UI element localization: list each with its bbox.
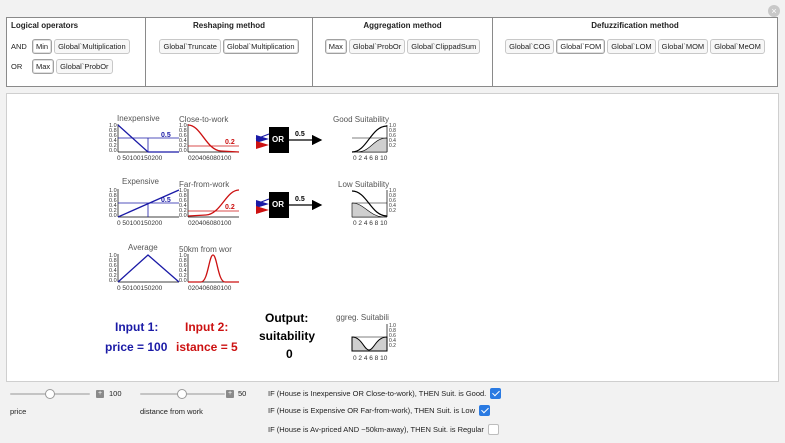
svg-text:1.0: 1.0 (109, 188, 117, 194)
svg-text:1.0: 1.0 (179, 188, 187, 194)
defuzz-meom-button[interactable]: Global`MeOM (710, 39, 765, 54)
svg-text:1.0: 1.0 (109, 253, 117, 259)
distance-slider[interactable] (140, 389, 225, 399)
output-title: Output: (265, 311, 309, 325)
distance-value: 50 (238, 389, 247, 398)
inexpensive-value: 0.5 (161, 132, 171, 139)
reshaping-truncate-button[interactable]: Global`Truncate (159, 39, 221, 54)
and-label: AND (11, 42, 27, 51)
svg-text:0.6: 0.6 (179, 198, 187, 204)
svg-text:0.6: 0.6 (389, 333, 396, 339)
input2-value: istance = 5 (176, 340, 238, 354)
svg-text:0.0: 0.0 (109, 148, 117, 154)
svg-text:0.8: 0.8 (389, 328, 396, 334)
svg-text:0.4: 0.4 (179, 138, 187, 144)
svg-text:0.4: 0.4 (109, 203, 117, 209)
input2-title: Input 2: (185, 320, 229, 334)
svg-text:1.0: 1.0 (179, 123, 187, 129)
or-row (11, 59, 141, 74)
svg-text:0.8: 0.8 (179, 128, 187, 134)
fifty-km-title: 50km from wor (179, 245, 232, 254)
close-to-work-ticks: 020406080100 (188, 155, 232, 162)
svg-text:0.2: 0.2 (389, 343, 396, 349)
expensive-value: 0.5 (161, 197, 171, 204)
svg-text:0.2: 0.2 (109, 273, 117, 279)
price-expand-icon[interactable]: + (97, 390, 103, 397)
close-to-work-value: 0.2 (225, 139, 235, 146)
low-suitability-title: Low Suitability (338, 180, 390, 189)
inexpensive-title: Inexpensive (117, 114, 160, 123)
defuzz-lom-button[interactable]: Global`LOM (607, 39, 655, 54)
rule-1-text: IF (House is Inexpensive OR Close-to-work), THEN Suit. is Good. (268, 389, 487, 398)
svg-text:0.0: 0.0 (179, 278, 187, 284)
good-suitability-ticks: 0 2 4 6 8 10 (353, 155, 388, 162)
price-label: price (10, 407, 27, 416)
svg-text:0.8: 0.8 (389, 193, 396, 199)
svg-text:1.0: 1.0 (389, 323, 396, 329)
or-probor-button[interactable]: Global`ProbOr (56, 59, 112, 74)
rule-2 (268, 405, 490, 416)
logical-operators-group (7, 18, 146, 86)
svg-text:0.6: 0.6 (389, 198, 396, 204)
low-suitability-ticks: 0 2 4 6 8 10 (353, 220, 388, 227)
svg-text:0.4: 0.4 (389, 138, 396, 144)
rule-1-checkbox[interactable] (490, 388, 501, 399)
close-to-work-chart (179, 123, 239, 162)
svg-text:1.0: 1.0 (179, 253, 187, 259)
defuzzification-method-title: Defuzzification method (591, 21, 679, 30)
input1-title: Input 1: (115, 320, 159, 334)
inexpensive-chart (109, 123, 179, 162)
good-suitability-chart (352, 123, 396, 162)
and-multiplication-button[interactable]: Global`Multiplication (54, 39, 130, 54)
logical-operators-title: Logical operators (11, 21, 79, 30)
price-slider[interactable] (10, 389, 90, 399)
svg-text:0.0: 0.0 (179, 213, 187, 219)
fuzzy-inference-panel (6, 93, 779, 382)
or-operator-1 (256, 127, 321, 153)
reshaping-multiplication-button[interactable]: Global`Multiplication (223, 39, 299, 54)
defuzz-fom-button[interactable]: Global`FOM (556, 39, 605, 54)
svg-text:0.6: 0.6 (179, 263, 187, 269)
svg-text:0.8: 0.8 (109, 193, 117, 199)
svg-text:0.2: 0.2 (179, 143, 187, 149)
close-icon[interactable]: × (768, 5, 780, 17)
output-subtitle: suitability (259, 329, 316, 343)
reshaping-method-title: Reshaping method (192, 21, 265, 30)
or-value-1: 0.5 (295, 131, 305, 138)
distance-expand-icon[interactable]: + (227, 390, 233, 397)
fifty-km-ticks: 020406080100 (188, 285, 232, 292)
expensive-ticks: 0 50100150200 (117, 220, 163, 227)
aggregation-method-title: Aggregation method (363, 21, 442, 30)
svg-text:0.2: 0.2 (109, 143, 117, 149)
expensive-title: Expensive (122, 177, 159, 186)
expensive-chart (109, 188, 179, 227)
and-row (11, 39, 141, 54)
svg-text:0.4: 0.4 (179, 203, 187, 209)
input1-value: price = 100 (105, 340, 168, 354)
svg-text:1.0: 1.0 (109, 123, 117, 129)
svg-text:0.6: 0.6 (179, 133, 187, 139)
bottom-controls (0, 384, 785, 443)
aggregation-method-group (313, 18, 493, 86)
svg-text:0.6: 0.6 (109, 133, 117, 139)
or-value-2: 0.5 (295, 196, 305, 203)
svg-text:0.0: 0.0 (109, 213, 117, 219)
svg-text:0.0: 0.0 (109, 278, 117, 284)
svg-text:0.0: 0.0 (179, 148, 187, 154)
aggregation-max-button[interactable]: Max (325, 39, 347, 54)
svg-text:1.0: 1.0 (389, 123, 396, 129)
rule-3 (268, 424, 499, 435)
defuzz-cog-button[interactable]: Global`COG (505, 39, 554, 54)
svg-text:0.8: 0.8 (109, 258, 117, 264)
svg-text:0.6: 0.6 (109, 198, 117, 204)
svg-text:0.2: 0.2 (179, 208, 187, 214)
average-chart (109, 253, 179, 292)
price-value: 100 (109, 389, 122, 398)
svg-text:0.4: 0.4 (179, 268, 187, 274)
inexpensive-ticks: 0 50100150200 (117, 155, 163, 162)
svg-text:0.8: 0.8 (179, 193, 187, 199)
far-from-work-title: Far-from-work (179, 180, 230, 189)
rule-3-checkbox[interactable] (488, 424, 499, 435)
aggregated-suitability-chart (352, 323, 396, 362)
distance-label: distance from work (140, 407, 203, 416)
svg-text:0.4: 0.4 (109, 268, 117, 274)
svg-text:0.8: 0.8 (109, 128, 117, 134)
or-label-1: OR (272, 135, 284, 144)
rule-2-text: IF (House is Expensive OR Far-from-work), THEN Suit. is Low (268, 406, 475, 415)
reshaping-method-group (146, 18, 313, 86)
or-max-button[interactable]: Max (32, 59, 54, 74)
rule-2-checkbox[interactable] (479, 405, 490, 416)
svg-text:0.2: 0.2 (109, 208, 117, 214)
output-value: 0 (286, 347, 293, 361)
svg-text:0.2: 0.2 (179, 273, 187, 279)
svg-text:0.8: 0.8 (389, 128, 396, 134)
svg-text:0.2: 0.2 (389, 143, 396, 149)
far-from-work-value: 0.2 (225, 204, 235, 211)
aggregation-clippadsum-button[interactable]: Global`ClippadSum (407, 39, 480, 54)
svg-text:0.6: 0.6 (109, 263, 117, 269)
aggregated-suitability-title: ggreg. Suitabili (336, 313, 389, 322)
distance-slider-thumb[interactable] (177, 389, 187, 399)
svg-text:0.6: 0.6 (389, 133, 396, 139)
aggregation-probor-button[interactable]: Global`ProbOr (349, 39, 405, 54)
svg-text:1.0: 1.0 (389, 188, 396, 194)
svg-text:0.4: 0.4 (109, 138, 117, 144)
method-controls (6, 17, 778, 87)
svg-text:0.8: 0.8 (179, 258, 187, 264)
or-label: OR (11, 62, 23, 71)
fifty-km-chart (179, 253, 239, 292)
or-label-2: OR (272, 200, 284, 209)
far-from-work-chart (179, 188, 239, 227)
aggregated-suitability-ticks: 0 2 4 6 8 10 (353, 355, 388, 362)
close-to-work-title: Close-to-work (179, 115, 229, 124)
rule-3-text: IF (House is Av-priced AND ~50km-away), THEN Suit. is Regular (268, 425, 484, 434)
low-suitability-chart (352, 188, 396, 227)
good-suitability-title: Good Suitability (333, 115, 390, 124)
or-operator-2 (256, 192, 321, 218)
defuzz-mom-button[interactable]: Global`MOM (658, 39, 709, 54)
average-title: Average (128, 243, 158, 252)
price-slider-thumb[interactable] (45, 389, 55, 399)
svg-text:0.4: 0.4 (389, 338, 396, 344)
svg-text:0.4: 0.4 (389, 203, 396, 209)
defuzzification-method-group (493, 18, 777, 86)
average-ticks: 0 50100150200 (117, 285, 163, 292)
and-min-button[interactable]: Min (32, 39, 52, 54)
svg-text:0.2: 0.2 (389, 208, 396, 214)
far-from-work-ticks: 020406080100 (188, 220, 232, 227)
rule-1 (268, 388, 501, 399)
